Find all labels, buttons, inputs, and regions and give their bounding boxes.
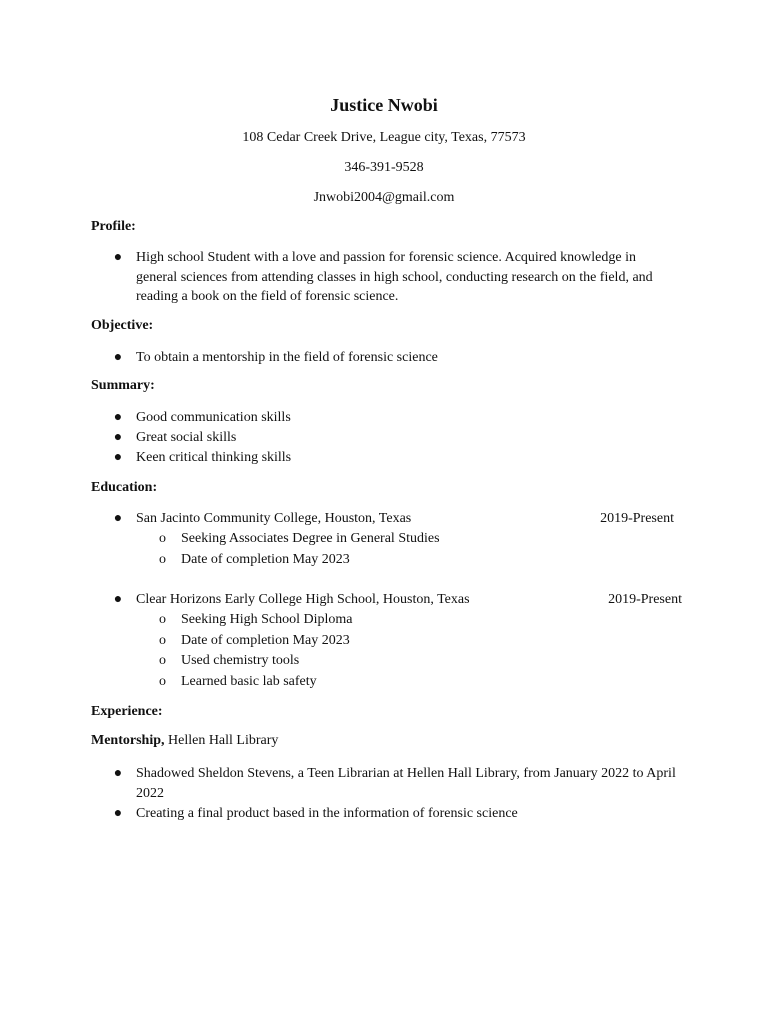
list-item — [112, 428, 692, 448]
bullet-icon: ● — [113, 410, 123, 425]
objective-text: To obtain a mentorship in the field of forensic science — [136, 350, 438, 365]
experience-org: Hellen Hall Library — [164, 733, 279, 748]
education-heading: Education: — [91, 480, 158, 495]
summary-text: Good communication skills — [136, 410, 291, 425]
list-item — [112, 448, 692, 468]
summary-text: Keen critical thinking skills — [136, 450, 292, 465]
bullet-icon: ● — [113, 806, 123, 821]
detail-text: Learned basic lab safety — [181, 674, 317, 690]
detail-text: Seeking Associates Degree in General Studies — [181, 531, 440, 546]
detail-text: Date of completion May 2023 — [181, 551, 350, 567]
bullet-icon: ● — [113, 430, 123, 445]
experience-list — [112, 764, 692, 824]
experience-text: Creating a final product based in the information of forensic science — [136, 806, 518, 821]
summary-heading: Summary: — [91, 378, 155, 393]
address: 108 Cedar Creek Drive, League city, Texas, 77573 — [242, 130, 526, 145]
profile-list — [112, 248, 692, 307]
list-item — [112, 348, 692, 368]
list-item — [112, 408, 692, 428]
bullet-icon: ● — [113, 350, 123, 365]
list-item — [112, 509, 682, 529]
sub-list-item — [112, 651, 682, 672]
bullet-icon: ● — [113, 592, 123, 607]
education-entry — [112, 590, 682, 693]
list-item — [112, 764, 676, 804]
phone-number: 346-391-9528 — [344, 160, 424, 175]
sub-bullet-icon: o — [159, 531, 166, 546]
experience-heading: Experience: — [91, 704, 163, 719]
sub-bullet-icon: o — [159, 674, 166, 690]
sub-list-item — [112, 529, 682, 550]
sub-list-item — [112, 610, 682, 631]
objective-list — [112, 348, 692, 368]
sub-bullet-icon: o — [159, 551, 166, 567]
school-name: Clear Horizons Early College High School, Houston, Texas — [136, 592, 470, 607]
profile-text: High school Student with a love and passion for forensic science. Acquired knowledge in general sciences from attending classes in high school, conducting research on the field, and reading a book on the field of forensic science. — [136, 250, 653, 304]
bullet-icon: ● — [113, 250, 123, 265]
school-name: San Jacinto Community College, Houston, Texas — [136, 511, 412, 526]
sub-bullet-icon: o — [159, 612, 166, 627]
bullet-icon: ● — [113, 450, 123, 465]
candidate-name: Justice Nwobi — [330, 95, 438, 115]
list-item — [112, 248, 676, 307]
date-range: 2019-Present — [600, 511, 674, 526]
detail-text: Used chemistry tools — [181, 653, 300, 669]
bullet-icon: ● — [113, 511, 123, 526]
sub-list-item — [112, 631, 682, 652]
sub-list-item — [112, 550, 682, 571]
sub-bullet-icon: o — [159, 653, 166, 669]
summary-text: Great social skills — [136, 430, 237, 445]
list-item — [112, 590, 682, 610]
date-range: 2019-Present — [608, 592, 682, 607]
detail-text: Date of completion May 2023 — [181, 632, 350, 648]
list-item — [112, 804, 676, 824]
experience-text: Shadowed Sheldon Stevens, a Teen Librarian at Hellen Hall Library, from January 2022 to April 2022 — [136, 766, 676, 801]
education-entry — [112, 509, 682, 570]
detail-text: Seeking High School Diploma — [181, 612, 353, 627]
email-address: Jnwobi2004@gmail.com — [313, 190, 455, 205]
experience-role: Mentorship, — [91, 733, 165, 748]
sub-list-item — [112, 672, 682, 693]
summary-list — [112, 408, 692, 468]
experience-title — [91, 733, 278, 749]
profile-heading: Profile: — [91, 219, 136, 234]
sub-bullet-icon: o — [159, 632, 166, 648]
bullet-icon: ● — [113, 766, 123, 781]
objective-heading: Objective: — [91, 318, 154, 333]
